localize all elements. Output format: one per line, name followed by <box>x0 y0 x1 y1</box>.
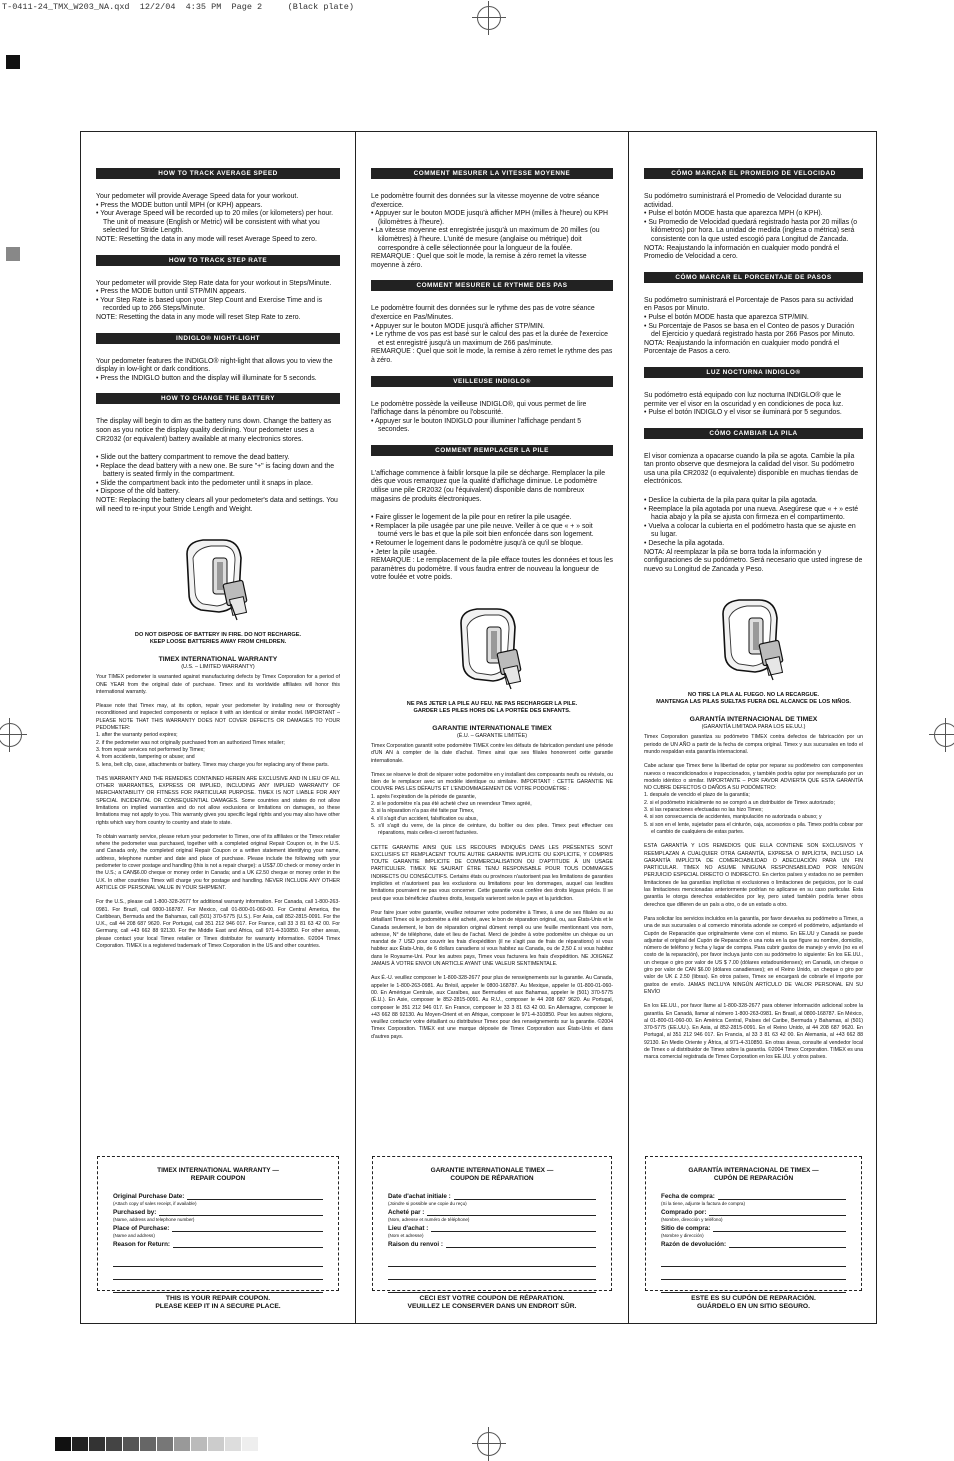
registration-mark-right <box>934 723 954 747</box>
warning-line: GARDER LES PILES HORS DE LA PORTÉE DES ENFANTS. <box>413 708 571 714</box>
section-body <box>644 193 863 262</box>
repair-coupon <box>372 1156 612 1291</box>
section-heading: HOW TO TRACK AVERAGE SPEED <box>96 168 340 179</box>
coupon-blank-line[interactable] <box>661 1280 846 1293</box>
coupon-title-line: GARANTIE INTERNATIONALE TIMEX — <box>430 1167 554 1174</box>
coupon-title <box>113 1167 323 1183</box>
coupon-blank-line[interactable] <box>661 1267 846 1280</box>
column-en <box>81 132 356 1323</box>
battery-compartment-illustration <box>709 584 799 684</box>
coupon-field[interactable] <box>661 1193 846 1200</box>
coupon-field-hint: (Name and address) <box>113 1233 155 1238</box>
body-line: • Appuyer sur le bouton MODE jusqu'à afficher STP/MIN. <box>371 322 545 330</box>
section-heading: INDIGLO® NIGHT-LIGHT <box>96 333 340 344</box>
gray-swatch <box>191 1437 207 1451</box>
warranty-title: TIMEX INTERNATIONAL WARRANTY <box>158 656 278 664</box>
coupon-field-line[interactable] <box>718 1193 846 1200</box>
coupon-footer-line: THIS IS YOUR REPAIR COUPON. <box>165 1295 271 1302</box>
warranty-paragraph: 4. si son consecuencia de accidentes, manipulación no autorizada o abuso; y <box>644 814 822 821</box>
section-body <box>644 297 863 357</box>
warranty-paragraph: ESTA GARANTÍA Y LOS REMEDIOS QUE ELLA CONTIENE SON EXCLUSIVOS Y REEMPLAZAN A CUALQUIER OTRA GARANTÍA, EXPRESA O IMPLÍCITA, INCLUSO LA GARANTÍA IMPLÍCITA DE COMERCIABILIDAD O ADECUACIÓN PARA UN FIN PARTICULAR. TIMEX NO ASUME NINGUNA RESPONSABILIDAD POR NINGÚN PERJUICIO ESPECIAL DIRECTO O INDIRECTO. En ciertos países y estados no se permiten limitaciones de las garantías implícitas ni exclusiones o limitaciones de perjuicios, por lo cual las limitaciones mencionadas anteriormente podrían no aplicarse en su caso particular. Esta garantía le otorga derechos establecidos por ley, pero usted también podría tener otros derechos que difieren de un país a otro, o de un estado a otro. <box>644 843 863 908</box>
body-line: • Press the INDIGLO button and the display will illuminate for 5 seconds. <box>96 374 317 382</box>
warning-line: NO TIRE LA PILA AL FUEGO. NO LA RECARGUE. <box>687 692 820 699</box>
coupon-field-line[interactable] <box>172 1225 323 1232</box>
coupon-field[interactable] <box>388 1241 596 1248</box>
coupon-footer <box>81 1295 355 1311</box>
body-line: • Remplacer la pile usagée par une pile neuve. Veiller à ce que « + » soit tourné vers le bas et que la pile soit bien enfoncée dans son logement. <box>371 522 594 539</box>
body-line: NOTA: Al reemplazar la pila se borra toda la información y configuraciones de su podómetro. Será necesario que usted ingrese de nuevo su Longitud de Zancada y Peso. <box>644 548 863 573</box>
coupon-field[interactable] <box>113 1225 323 1232</box>
coupon-footer-line: CECI EST VOTRE COUPON DE RÉPARATION. <box>419 1295 565 1302</box>
warranty-paragraph: 4. s'il s'agit d'un accident, falsification ou abus, <box>371 815 478 822</box>
warning-line: MANTENGA LAS PILAS SUELTAS FUERA DEL ALCANCE DE LOS NIÑOS. <box>656 699 851 706</box>
body-line: • Press the MODE button until STP/MIN appears. <box>96 288 247 296</box>
body-line: REMARQUE : Quel que soit le mode, la remise à zéro remet le rythme des pas à zéro. <box>371 348 613 364</box>
coupon-field-hint: (Attach copy of sales receipt, if available) <box>113 1201 197 1206</box>
section-body <box>644 497 863 574</box>
coupon-field-line[interactable] <box>159 1209 323 1216</box>
registration-mark-bottom <box>477 1432 501 1456</box>
gray-swatch <box>157 1437 173 1451</box>
coupon-blank-line[interactable] <box>113 1280 323 1293</box>
warranty-paragraph: Please note that Timex may, at its option, repair your pedometer by installing new or thoroughly reconditioned and inspected components or replace it with an identical or similar model. IMPORTANT – PLEASE NOTE THAT THIS WARRANTY DOES NOT COVER DEFECTS OR DAMAGES TO YOUR PEDOMETER: <box>96 703 340 732</box>
body-line: NOTE: Resetting the data in any mode will reset Step Rate to zero. <box>96 313 301 321</box>
warranty-paragraph: Cabe aclarar que Timex tiene la libertad de optar por reparar su podómetro con componentes nuevos o reacondicionados e inspeccionados, y también podría optar por reemplazarlo por un modelo idéntico o similar. IMPORTANTE – POR FAVOR ADVIERTA QUE ESTA GARANTÍA NO CUBRE DEFECTOS O DAÑOS A SU PODÓMETRO: <box>644 763 863 792</box>
warning-line: NE PAS JETER LA PILE AU FEU. NE PAS RECHARGER LA PILE. <box>406 701 578 707</box>
section-body <box>96 280 340 323</box>
warranty-text <box>96 674 340 950</box>
gray-swatch <box>123 1437 139 1451</box>
warranty-subtitle: (U.S. – LIMITED WARRANTY) <box>181 664 255 671</box>
warranty-subtitle: (É.U. – GARANTIE LIMITÉE) <box>456 733 528 739</box>
coupon-title-line: REPAIR COUPON <box>190 1175 246 1182</box>
gray-swatch <box>140 1437 156 1451</box>
gray-swatch <box>174 1437 190 1451</box>
body-line: NOTA: Reajustando la información en cualquier modo pondrá el Promedio de Velocidad a cero. <box>644 244 840 261</box>
warranty-text <box>644 734 863 1061</box>
coupon-field-label: Date d'achat initiale : <box>388 1193 451 1200</box>
section-body <box>371 401 613 435</box>
section-body <box>96 193 340 245</box>
body-line: • Faire glisser le logement de la pile pour en retirer la pile usagée. <box>371 514 572 522</box>
section-heading: LUZ NOCTURNA INDIGLO® <box>644 367 863 378</box>
coupon-blank-line[interactable] <box>388 1267 596 1280</box>
coupon-field-label: Fecha de compra: <box>661 1193 715 1200</box>
section-heading: CÓMO MARCAR EL PORCENTAJE DE PASOS <box>644 272 863 283</box>
coupon-blank-line[interactable] <box>113 1254 323 1267</box>
warranty-paragraph: En los EE.UU., por favor llame al 1-800-328-2677 para obtener información adicional sobre la garantía. En Canadá, llamar al número 1-800-263-0981. En Brasil, al 0800-168787. En México, al 01-800-01-060-00. En América Central, Países del Caribe, Bermuda y Bahamas, al (501) 370-5775 (EE.UU.). En Asia, al 852-2815-0091. En el Reino Unido, al 44 208 687 9620. En Portugal, al 351 212 946 017. En Francia, al 33 3 81 63 42 00. En Alemania, al +43 662 88 92130. En Medio Oriente y África, al 971-4-310850. En otras áreas, consulte al vendedor local de Timex o al distribuidor de Timex sobre la garantía. ©2004 Timex Corporation. TIMEX es una marca comercial registrada de Timex Corporation en los EE.UU. y otros países. <box>644 1003 863 1061</box>
column-fr <box>356 132 629 1323</box>
coupon-title-line: TIMEX INTERNATIONAL WARRANTY — <box>157 1167 279 1174</box>
coupon-field-hint: (Joindre si possible une copie du reçu) <box>388 1201 467 1206</box>
warning-line: DO NOT DISPOSE OF BATTERY IN FIRE. DO NOT RECHARGE. <box>134 632 302 639</box>
coupon-field-hint: (Nom et adresse) <box>388 1233 424 1238</box>
registration-mark-left <box>0 723 22 747</box>
coupon-field-line[interactable] <box>431 1225 596 1232</box>
body-line: • Deseche la pila agotada. <box>644 540 725 548</box>
body-line: • Reemplace la pila agotada por una nueva. Asegúrese que « + » esté hacia abajo y la pila se ajusta con firmeza en el compartimento. <box>644 505 859 522</box>
warranty-paragraph: Your TIMEX pedometer is warranted against manufacturing defects by Timex Corporation for a period of ONE YEAR from the original date of purchase. Timex and its worldwide affiliates will honor this international warranty. <box>96 674 340 695</box>
registration-mark-top <box>477 6 501 30</box>
battery-compartment-illustration <box>173 524 263 624</box>
body-line: REMARQUE : Quel que soit le mode, la remise à zéro remet la vitesse moyenne à zéro. <box>371 253 587 269</box>
coupon-field-label: Razón de devolución: <box>661 1241 727 1248</box>
body-line: Your pedometer will provide Average Speed data for your workout. <box>96 193 299 200</box>
body-line: • Pulse el botón MODE hasta que aparezca STP/MIN. <box>644 313 809 321</box>
warranty-paragraph: To obtain warranty service, please return your pedometer to Timex, one of its affiliates or the Timex retailer where the pedometer was purchased, together with a completed original Repair Coupon or, in the U.S. and Canada only, the completed original Repair Coupon or a written statement identifying your name, address, telephone number and date and place of purchase. Please include the following with your pedometer to cover postage and handling (this is not a repair charge): a US$7.00 check or money order in the U.S.; a CAN$6.00 cheque or money order in Canada; and a UK £2.50 cheque or money order in the U.K. In other countries Timex will charge you for postage and handling. NEVER INCLUDE ANY OTHER ARTICLE OF PERSONAL VALUE IN YOUR SHIPMENT. <box>96 833 340 891</box>
section-body <box>96 358 340 384</box>
gray-swatch <box>72 1437 88 1451</box>
body-line: Le podomètre fournit des données sur le rythme des pas de votre séance d'exercice en Pas/Minutes. <box>371 305 595 321</box>
coupon-field-label: Original Purchase Date: <box>113 1193 185 1200</box>
coupon-field-hint: (Name, address and telephone number) <box>113 1217 195 1222</box>
body-line: Su podómetro está equipado con luz nocturna INDIGLO® que le permite ver el visor en la oscuridad y en condiciones de poca luz. <box>644 391 844 408</box>
warranty-paragraph: 1. después de vencido el plazo de la garantía; <box>644 792 750 799</box>
section-body <box>371 193 613 270</box>
section-heading: COMMENT MESURER LA VITESSE MOYENNE <box>371 168 613 179</box>
section-heading: COMMENT MESURER LE RYTHME DES PAS <box>371 280 613 291</box>
coupon-blank-line[interactable] <box>388 1280 596 1293</box>
coupon-footer-line: VEUILLEZ LE CONSERVER DANS UN ENDROIT SÛR. <box>407 1303 577 1310</box>
section-intro: L'affichage commence à faiblir lorsque la pile se décharge. Remplacer la pile dès que vous remarquez que la qualité d'affichage diminue. Le podomètre utilise une pile CR2032 (ou l'équivalent) disponible dans de nombreux magasins de produits électroniques. <box>371 469 606 503</box>
section-intro: El visor comienza a opacarse cuando la pila se agota. Cambie la pila tan pronto observe que desmejora la calidad del visor. Su podómetro usa una pila CR2032 (o equivalente) disponible en muchas tiendas de electrónicos. <box>644 452 859 486</box>
coupon-blank-line[interactable] <box>661 1254 846 1267</box>
gray-swatch <box>106 1437 122 1451</box>
repair-coupon <box>645 1156 862 1291</box>
warranty-paragraph: 3. from repair services not performed by Timex; <box>96 746 205 753</box>
coupon-field[interactable] <box>661 1209 846 1216</box>
coupon-field-line[interactable] <box>709 1209 846 1216</box>
body-line: NOTE: Resetting the data in any mode will reset Average Speed to zero. <box>96 235 317 243</box>
coupon-title-line: GARANTÍA INTERNACIONAL DE TIMEX — <box>688 1167 819 1174</box>
warranty-title: GARANTÍA INTERNACIONAL DE TIMEX <box>689 716 818 724</box>
coupon-field-line[interactable] <box>427 1209 596 1216</box>
coupon-field[interactable] <box>388 1193 596 1200</box>
body-line: • Jeter la pile usagée. <box>371 548 437 556</box>
warranty-paragraph: 2. si le podomètre n'a pas été acheté chez un revendeur Timex agréé, <box>371 801 532 808</box>
body-line: • Replace the dead battery with a new one. Be sure "+" is facing down and the battery is seated firmly in the compartment. <box>96 462 335 479</box>
gray-swatch <box>89 1437 105 1451</box>
column-es <box>629 132 878 1323</box>
warranty-paragraph: Aux É.-U. veuillez composer le 1-800-328-2677 pour plus de renseignements sur la garantie. Au Canada, appeler le 1-800-263-0981. Au Brésil, appeler le 0800-168787. Au Mexique, appeler le 01-800-01-060-00. En Amérique Centrale, aux Caraïbes, aux Bermudes et aux Bahamas, appeler le (501) 370-5775 (É.U.). En Asie, composer le 852-2815-0091. Au R.U., composer le 44 208 687 9620. Au Portugal, composer le 351 212 946 017. En France, composer le 33 3 81 63 42 00. En Allemagne, composer le +43 662 88 92130. Au Moyen-Orient et en Afrique, composer le 971-4-310850. Pour les autres régions, veuillez contacter votre détaillant ou distributeur Timex pour des renseignements sur la garantie. ©2004 Timex Corporation. TIMEX est une marque déposée de Timex Corporation aux États-Unis et dans d'autres pays. <box>371 975 613 1040</box>
gray-swatch <box>225 1437 241 1451</box>
coupon-field-label: Acheté par : <box>388 1209 425 1216</box>
warranty-title: GARANTIE INTERNATIONALE TIMEX <box>432 725 552 732</box>
body-line: • Press the MODE button until MPH (or KPH) appears. <box>96 201 263 209</box>
body-line: Le podomètre possède la veilleuse INDIGLO®, qui vous permet de lire l'affichage dans la pénombre ou l'obscurité. <box>371 400 587 417</box>
coupon-blank-line[interactable] <box>113 1267 323 1280</box>
body-line: • Retourner le logement dans le podomètre jusqu'à ce qu'il se bloque. <box>371 540 583 548</box>
body-line: • Appuyer sur le bouton INDIGLO pour illuminer l'affichage pendant 5 secondes. <box>371 417 582 434</box>
warranty-paragraph: 2. if the pedometer was not originally purchased from an authorized Timex retailer; <box>96 739 285 746</box>
warranty-text <box>371 743 613 1041</box>
document-frame <box>80 131 877 1324</box>
warranty-paragraph: Timex se réserve le droit de réparer votre podomètre en y installant des composants neufs ou révisés, ou bien de le remplacer avec un modèle identique ou similaire. IMPORTANT : CETTE GARANTIE NE COUVRE PAS LES DÉFAUTS ET L'ENDOMMAGEMENT DE VOTRE PODOMÈTRE : <box>371 771 613 793</box>
gray-swatch <box>55 1437 71 1451</box>
section-body <box>371 305 613 365</box>
coupon-field-label: Raison du renvoi : <box>388 1241 443 1248</box>
warranty-paragraph: For the U.S., please call 1-800-328-2677 for additional warranty information. For Canada, call 1-800-263-0981. For Brazil, call 0800-168787. For Mexico, call 01-800-01-060-00. For Central America, the Caribbean, Bermuda and the Bahamas, call (501) 370-5775 (U.S.). For Asia, call 852-2815-0091. For the U.K., call 44 208 687 9620. For Portugal, call 351 212 946 017. For France, call 33 3 81 63 42 00. For Germany, call +43 662 88 92130. For the Middle East and Africa, call 971-4-310850. For other areas, please contact your local Timex retailer or Timex distributor for warranty information. ©2004 Timex Corporation. TIMEX is a registered trademark of Timex Corporation in the US and other countries. <box>96 899 340 950</box>
coupon-footer-line: ESTE ES SU CUPÓN DE REPARACIÓN. <box>691 1295 816 1302</box>
warranty-paragraph: 5. si son en el lente, sujetador para el cinturón, caja, accesorios o pila. Timex podría cobrar por el cambio de cualquiera de estas partes. <box>644 821 863 835</box>
body-line: • Pulse el botón MODE hasta que aparezca MPH (o KPH). <box>644 210 823 218</box>
section-heading: VEILLEUSE INDIGLO® <box>371 376 613 387</box>
warranty-paragraph: 5. lens, belt clip, case, attachments or battery. Timex may charge you for replacing any of these parts. <box>96 761 329 768</box>
coupon-title-line: CUPÓN DE REPARACIÓN <box>713 1175 794 1182</box>
warranty-paragraph: THIS WARRANTY AND THE REMEDIES CONTAINED HEREIN ARE EXCLUSIVE AND IN LIEU OF ALL OTHER WARRANTIES, EXPRESS OR IMPLIED, INCLUDING ANY IMPLIED WARRANTY OF MERCHANTABILITY OR FITNESS FOR PARTICULAR PURPOSE. TIMEX IS NOT LIABLE FOR ANY SPECIAL INCIDENTAL OR CONSEQUENTIAL DAMAGES. Some countries and states do not allow limitations on implied warranties and do not allow exclusions or limitations on damages, so these limitations may not apply to you. This warranty gives you specific legal rights and you may also have other rights which vary from country to country and state to state. <box>96 775 340 826</box>
battery-warning <box>371 701 613 715</box>
section-body <box>96 454 340 514</box>
body-line: Your pedometer features the INDIGLO® night-light that allows you to view the display in low-light or dark conditions. <box>96 357 333 374</box>
repair-coupon <box>97 1156 339 1291</box>
coupon-field[interactable] <box>661 1241 846 1248</box>
body-line: Le podomètre fournit des données sur la vitesse moyenne de votre séance d'exercice. <box>371 193 600 209</box>
body-line: Su podómetro suministrará el Promedio de Velocidad durante su actividad. <box>644 193 842 209</box>
body-line: • Dispose of the old battery. <box>96 488 180 496</box>
warranty-paragraph: Timex Corporation garantit votre podomètre TIMEX contre les défauts de fabrication pendant une période d'UN AN à compter de la date d'achat. Timex ainsi que ses filiales honoreront cette garantie internationale. <box>371 743 613 764</box>
coupon-field-label: Sitio de compra: <box>661 1225 711 1232</box>
warranty-paragraph: 1. après l'expiration de la période de garantie, <box>371 793 477 800</box>
coupon-field[interactable] <box>113 1241 323 1248</box>
body-line: NOTA: Reajustando la información en cualquier modo pondrá el Porcentaje de Pasos a cero. <box>644 339 840 356</box>
warranty-paragraph: 3. si la réparation n'a pas été faite par Timex, <box>371 808 475 815</box>
gray-swatch <box>242 1437 258 1451</box>
coupon-footer <box>356 1295 628 1311</box>
warranty-paragraph: 1. after the warranty period expires; <box>96 732 178 739</box>
body-line: • Su Porcentaje de Pasos se basa en el Conteo de pasos y Duración del Ejercicio y quedará registrado hasta por 266 Pasos por Minuto. <box>644 322 855 339</box>
coupon-field-label: Lieu d'achat : <box>388 1225 429 1232</box>
section-heading: HOW TO CHANGE THE BATTERY <box>96 393 340 404</box>
side-mark <box>6 247 20 261</box>
coupon-title-line: COUPON DE RÉPARATION <box>450 1175 534 1182</box>
body-line: • Appuyer sur le bouton MODE jusqu'à afficher MPH (milles à l'heure) ou KPH (kilomètres à l'heure). <box>371 210 609 226</box>
body-line: Su podómetro suministrará el Porcentaje de Pasos para su actividad en Pasos por Minuto. <box>644 296 854 313</box>
file-slug: T-0411-24_TMX_W203_NA.qxd 12/2/04 4:35 PM Page 2 (Black plate) <box>2 2 354 12</box>
section-heading: HOW TO TRACK STEP RATE <box>96 255 340 266</box>
body-line: • Your Average Speed will be recorded up to 20 miles (or kilometers) per hour. The unit of measure (English or Metric) will be consistent with what you selected for Stride Length. <box>96 210 334 235</box>
coupon-field[interactable] <box>113 1193 323 1200</box>
battery-warning <box>96 632 340 646</box>
coupon-field-line[interactable] <box>713 1225 846 1232</box>
warranty-paragraph: 3. si las reparaciones efectuadas no las hizo Timex; <box>644 807 763 814</box>
coupon-field-hint: (Nombre y dirección) <box>661 1233 704 1238</box>
coupon-field[interactable] <box>388 1225 596 1232</box>
body-line: NOTE: Replacing the battery clears all your pedometer's data and settings. You will need to re-input your Stride Length and Weight. <box>96 497 338 513</box>
coupon-field-line[interactable] <box>729 1241 846 1248</box>
coupon-field-label: Reason for Return: <box>113 1241 171 1248</box>
body-line: • Deslice la cubierta de la pila para quitar la pila agotada. <box>644 497 818 505</box>
section-heading: COMMENT REMPLACER LA PILE <box>371 445 613 456</box>
coupon-field[interactable] <box>388 1209 596 1216</box>
body-line: Your pedometer will provide Step Rate data for your workout in Steps/Minute. <box>96 279 332 287</box>
warranty-paragraph: 5. s'il s'agit du verre, de la pince de ceinture, du boîtier ou des piles. Timex peut effectuer ces réparations, mais celles-ci seront facturées. <box>371 822 613 837</box>
section-body <box>644 392 863 418</box>
coupon-field-hint: (Nombre, dirección y teléfono) <box>661 1217 723 1222</box>
body-line: • Vuelva a colocar la cubierta en el podómetro hasta que se ajuste en su lugar. <box>644 522 856 539</box>
coupon-field-line[interactable] <box>454 1193 596 1200</box>
coupon-field-label: Comprado por: <box>661 1209 707 1216</box>
warranty-subtitle: (GARANTÍA LIMITADA PARA LOS EE.UU.) <box>701 724 806 731</box>
body-line: • Le rythme de vos pas est basé sur le calcul des pas et la durée de l'exercice et est enregistré jusqu'à un maximum de 266 pas/minute. <box>371 331 608 347</box>
body-line: REMARQUE : Le remplacement de la pile efface toutes les données et tous les paramètres du podomètre. Il vous faudra entrer de nouveau la longueur de votre foulée et votre poids. <box>371 557 613 582</box>
warning-line: KEEP LOOSE BATTERIES AWAY FROM CHILDREN. <box>149 639 287 646</box>
warranty-paragraph: 2. si el podómetro inicialmente no se compró a un distribuidor de Timex autorizado; <box>644 799 835 806</box>
body-line: • Slide the compartment back into the pedometer until it snaps in place. <box>96 479 313 487</box>
coupon-footer <box>629 1295 878 1311</box>
coupon-title <box>388 1167 596 1183</box>
section-heading: CÓMO MARCAR EL PROMEDIO DE VELOCIDAD <box>644 168 863 179</box>
coupon-field-line[interactable] <box>446 1241 596 1248</box>
section-heading: CÓMO CAMBIAR LA PILA <box>644 428 863 439</box>
warranty-paragraph: Timex Corporation garantiza su podómetro TIMEX contra defectos de fabricación por un periodo de UN AÑO a partir de la fecha de compra original. Timex y sus sucursales en todo el mundo respaldan esta garantía internacional. <box>644 734 863 755</box>
gray-swatch <box>208 1437 224 1451</box>
coupon-field-hint: (Si la tiene, adjunte la factura de compra) <box>661 1201 746 1206</box>
section-body <box>371 514 613 583</box>
body-line: • La vitesse moyenne est enregistrée jusqu'à un maximum de 20 milles (ou kilomètres) à l'heure. L'unité de mesure (anglaise ou métrique) doit correspondre à celle sélectionnée pour la longueur de la foulée. <box>371 227 600 252</box>
coupon-field-line[interactable] <box>187 1193 323 1200</box>
coupon-footer-line: PLEASE KEEP IT IN A SECURE PLACE. <box>155 1303 281 1310</box>
coupon-field-hint: (Nom, adresse et numéro de téléphone) <box>388 1217 470 1222</box>
warranty-paragraph: CETTE GARANTIE AINSI QUE LES RECOURS INDIQUÉS DANS LES PRÉSENTES SONT EXCLUSIFS ET REMPLACENT TOUTE AUTRE GARANTIE IMPLICITE OU EXPLICITE, Y COMPRIS TOUTE GARANTIE IMPLICITE DE COMMERCIALISATION OU D'APTITUDE À UN USAGE PARTICULIER. TIMEX NE SAURAIT ÊTRE TENU RESPONSABLE POUR TOUS DOMMAGES INDIRECTS OU CONSÉCUTIFS. Certains états ou provinces n'autorisent pas les limitations de garanties implicites et n'autorisent pas les exclusions ou limitations pour les dommages, auquel cas lesdites limitations pourraient ne pas vous concerner. Cette garantie vous confère des droits légaux précis. Il se peut que vous bénéficiez d'autres droits, lesquels varieront selon le pays et la juridiction. <box>371 844 614 902</box>
coupon-footer-line: GUÁRDELO EN UN SITIO SEGURO. <box>697 1303 810 1310</box>
body-line: • Slide out the battery compartment to remove the dead battery. <box>96 454 290 462</box>
battery-warning <box>644 692 863 706</box>
body-line: • Pulse el botón INDIGLO y el visor se iluminará por 5 segundos. <box>644 409 842 417</box>
coupon-field[interactable] <box>661 1225 846 1232</box>
battery-compartment-illustration <box>447 593 537 693</box>
coupon-field-line[interactable] <box>173 1241 323 1248</box>
body-line: • Your Step Rate is based upon your Step Count and Exercise Time and is recorded up to 266 Steps/Minute. <box>96 296 323 313</box>
warranty-paragraph: Pour faire jouer votre garantie, veuillez retourner votre podomètre à Timex, à une de ses filiales ou au détaillant Timex où le podomètre a été acheté, avec le bon de réparation original, ou, aux États-Unis et le Canada seulement, le bon de réparation original dûment rempli ou une feuille mentionnant vos nom, adresse, N° de téléphone, date et lieu de l'achat. Merci de joindre à votre podomètre un chèque ou un mandat de 7 USD pour couvrir les frais d'expédition (il ne s'agit pas de frais de réparations) si vous habitez aux États-Unis, de 6 dollars canadiens si vous habitez au Canada, ou de 2,50 £ si vous habitez dans le Royaume-Uni. Pour les autres pays, Timex vous facturera les frais d'expédition. NE JOIGNEZ JAMAIS À VOTRE ENVOI UN ARTICLE AYANT UNE VALEUR SENTIMENTALE. <box>371 909 613 968</box>
coupon-field[interactable] <box>113 1209 323 1216</box>
corner-mark <box>6 55 20 69</box>
coupon-field-label: Place of Purchase: <box>113 1225 170 1232</box>
body-line: • Su Promedio de Velocidad quedará registrado hasta por 20 millas (o kilómetros) por hora. La unidad de medida (inglesa o métrica) será consistente con la que usted escogió para Longitud de Zancada. <box>644 218 858 243</box>
warranty-paragraph: 4. from accidents, tampering or abuse; and <box>96 754 195 761</box>
warranty-paragraph: Para solicitar los servicios incluidos en la garantía, por favor devuelva su podómetro a Timex, a una de sus sucursales o al comercio minorista adonde se compró el podómetro, adjuntando el Cupón de Reparación que originalmente viene con el mismo. En EE.UU y Canadá se puede adjuntar el original del Cupón de Reparación o una nota en la que figure su nombre, domicilio, número de teléfono y fecha y lugar de compra. Para cubrir gastos de manejo y envío (no es el costo de la reparación), por favor incluya junto con su podómetro lo siguiente: En los EE.UU., un cheque o giro por valor de US $ 7.00 (dólares estadounidenses); en Canadá, un cheque o giro por valor de CAN $6.00 (dólares canadienses); en el Reino Unido, un cheque o giro por valor de UK £ 2.50 (libras). En otros países, Timex se encargará de cobrarle el importe por gastos de envío. JAMAS INCLUYA NINGÚN ARTÍCULO DE VALOR PERSONAL EN SU ENVÍO <box>644 915 863 995</box>
coupon-field-label: Purchased by: <box>113 1209 157 1216</box>
section-intro: The display will begin to dim as the battery runs down. Change the battery as soon as you notice the display quality declining. Your pedometer uses a CR2032 (or equivalent) battery available at many electronics stores. <box>96 418 332 443</box>
coupon-blank-line[interactable] <box>388 1254 596 1267</box>
coupon-title <box>661 1167 846 1183</box>
